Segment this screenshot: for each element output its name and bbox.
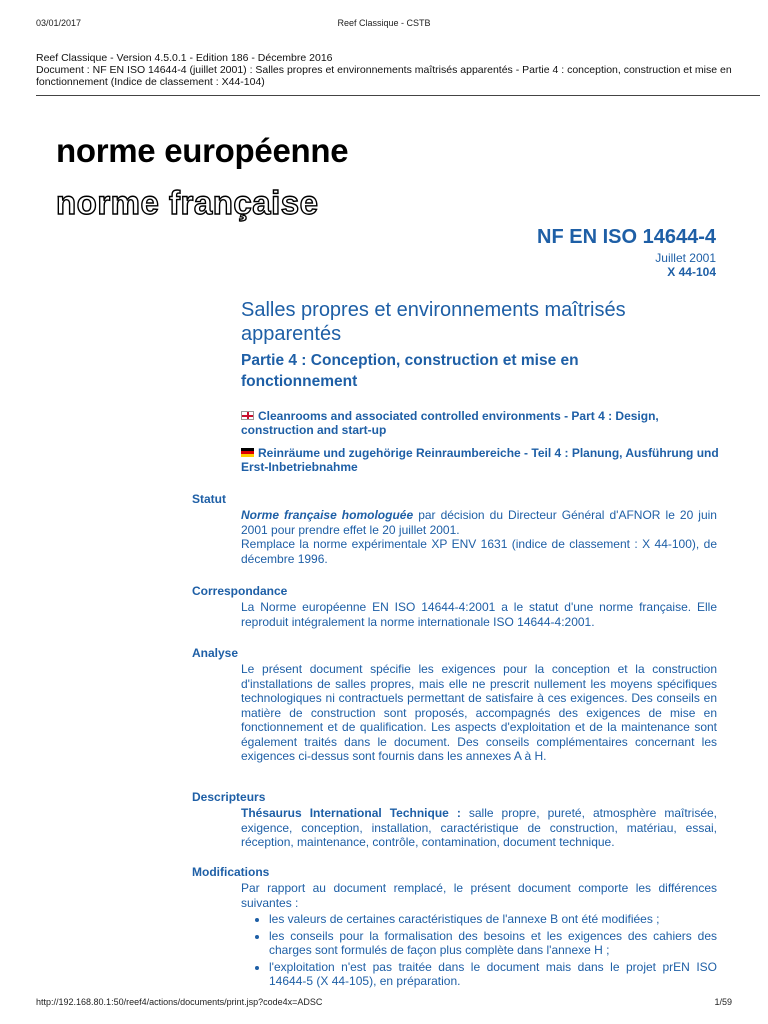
section-body-statut — [241, 508, 717, 566]
section-label-descripteurs: Descripteurs — [192, 790, 266, 804]
norm-code: NF EN ISO 14644-4 — [537, 226, 716, 248]
norm-index: X 44-104 — [667, 265, 716, 279]
banner-norme-europeenne: norme européenne — [56, 132, 349, 169]
section-body-descripteurs — [241, 806, 717, 850]
norm-date: Juillet 2001 — [655, 251, 716, 265]
meta-document: Document : NF EN ISO 14644-4 (juillet 2001) : Salles propres et environnements maîtrisés apparentés - Partie 4 : conception, construction et mise en fonctionnement (Indice de classement : X44-104) — [36, 64, 732, 88]
german-flag-icon — [241, 448, 254, 457]
document-subtitle: Partie 4 : Conception, construction et mise en fonctionnement — [241, 352, 579, 390]
print-title: Reef Classique - CSTB — [337, 18, 431, 28]
modifications-intro: Par rapport au document remplacé, le présent document comporte les différences suivantes : — [241, 881, 717, 910]
section-label-analyse: Analyse — [192, 646, 239, 660]
section-label-correspondance: Correspondance — [192, 584, 288, 598]
descripteurs-text: salle propre, pureté, atmosphère maîtrisée, exigence, conception, installation, caractéristique de construction, matériau, essai, réception, maintenance, contrôle, contamination, document technique. — [241, 806, 718, 849]
document-title: Salles propres et environnements maîtrisés apparentés — [241, 299, 626, 345]
footer-page-number: 1/59 — [714, 997, 732, 1007]
translation-de — [241, 446, 721, 474]
uk-flag-icon — [241, 411, 254, 420]
list-item: • les conseils pour la formalisation des besoins et les exigences des cahiers des charges sont formulés de façon plus complète dans l'annexe H ; — [269, 929, 717, 958]
list-item: • les valeurs de certaines caractéristiques de l'annexe B ont été modifiées ; — [269, 912, 717, 927]
footer-url: http://192.168.80.1:50/reef4/actions/documents/print.jsp?code4x=ADSC — [36, 997, 323, 1007]
section-label-statut: Statut — [192, 492, 226, 506]
section-body-analyse: Le présent document spécifie les exigences pour la conception et la construction d'installations de salles propres, mais elle ne prescrit nullement les moyens spécifiques technologiques ni contractuels permettant de satisfaire à ces exigences. Des conseils en matière de construction sont proposés, accompagnés des exigences de mise en fonctionnement et de qualification. Les aspects d'exploitation et de la maintenance sont également traités dans le document. Des conseils complémentaires concernant les exigences ci-dessus sont fournis dans les annexes A à H. — [241, 662, 717, 763]
translation-de-text: Reinräume und zugehörige Reinraumbereiche - Teil 4 : Planung, Ausführung und Erst-Inbetriebnahme — [241, 446, 719, 474]
section-label-modifications: Modifications — [192, 865, 270, 879]
translation-en-text: Cleanrooms and associated controlled environments - Part 4 : Design, construction and start-up — [241, 409, 659, 437]
statut-text: par décision du Directeur Général d'AFNOR le 20 juin 2001 pour prendre effet le 20 juillet 2001. — [241, 508, 717, 537]
list-item: • l'exploitation n'est pas traitée dans le document mais dans le projet prEN ISO 14644-5 (X 44-105), en préparation. — [269, 960, 717, 989]
section-body-modifications — [241, 881, 717, 991]
meta-version: Reef Classique - Version 4.5.0.1 - Edition 186 - Décembre 2016 — [36, 52, 333, 64]
statut-emphasis: Norme française homologuée — [241, 508, 414, 522]
banner-norme-francaise: norme française — [56, 184, 319, 221]
section-body-correspondance: La Norme européenne EN ISO 14644-4:2001 a le statut d'une norme française. Elle reproduit intégralement la norme internationale ISO 14644-4:2001. — [241, 600, 717, 629]
header-divider — [36, 95, 760, 96]
statut-replaces: Remplace la norme expérimentale XP ENV 1631 (indice de classement : X 44-100), de décembre 1996. — [241, 537, 717, 566]
descripteurs-emphasis: Thésaurus International Technique : — [241, 806, 461, 820]
print-date: 03/01/2017 — [36, 18, 82, 28]
modifications-list — [241, 912, 717, 989]
translation-en — [241, 409, 721, 437]
